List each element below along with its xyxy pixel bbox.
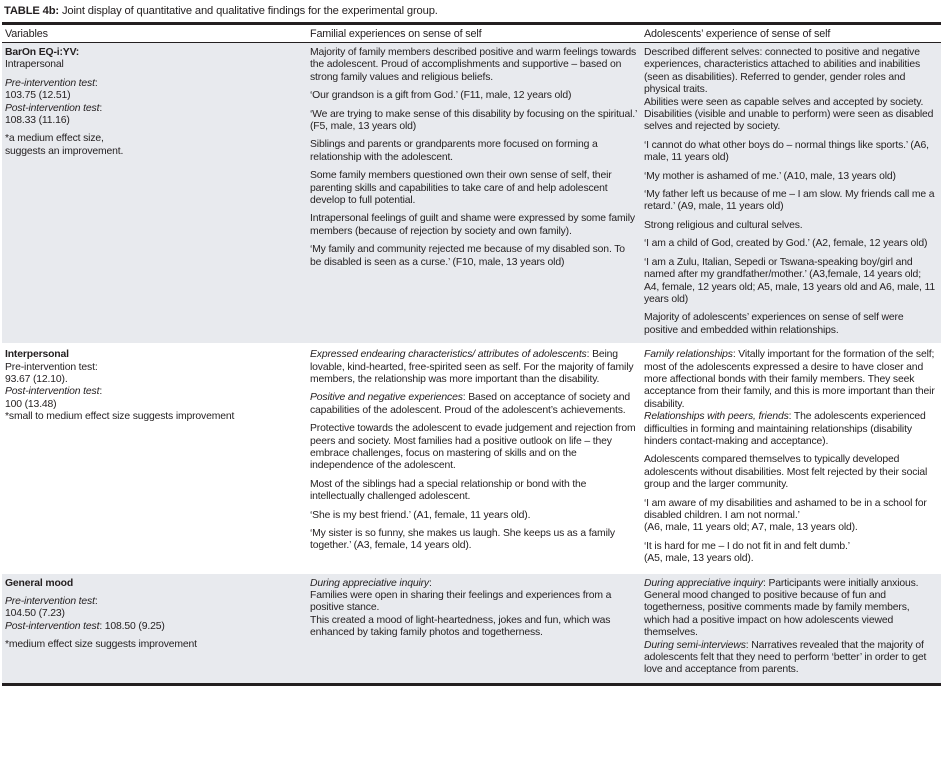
cell-text: During appreciative inquiry bbox=[310, 577, 429, 589]
cell-text: Post-intervention test bbox=[5, 386, 100, 398]
cell-text: : 108.50 (9.25) bbox=[99, 620, 165, 632]
cell-paragraph bbox=[5, 578, 304, 590]
cell-text: Families were open in sharing their feelings and experiences from a positive stance. bbox=[310, 590, 612, 614]
table-row bbox=[2, 573, 941, 685]
variables-cell bbox=[2, 573, 307, 685]
cell-text: Pre-intervention test bbox=[5, 77, 95, 89]
cell-text: During appreciative inquiry bbox=[644, 577, 763, 589]
cell-text: This created a mood of light-heartedness, jokes and fun, which was enhanced by taking family photos and togetherness. bbox=[310, 614, 611, 639]
cell-text: Expressed endearing characteristics/ attributes of adolescents bbox=[310, 349, 587, 361]
cell-paragraph bbox=[644, 454, 938, 491]
familial-cell bbox=[307, 43, 641, 345]
cell-text: suggests an improvement. bbox=[5, 145, 124, 157]
cell-text: (A5, male, 13 years old). bbox=[644, 553, 754, 565]
adolescents-cell bbox=[641, 43, 941, 345]
cell-text: Some family members questioned own their own sense of self, their parenting skills and capabilities to take care of and help adolescent develop to full potential. bbox=[310, 170, 612, 207]
cell-text: Adolescents compared themselves to typically developed adolescents without disabilities. Most felt rejected by their social group and the larger community. bbox=[644, 454, 928, 491]
cell-paragraph bbox=[310, 90, 638, 102]
cell-text: Positive and negative experiences bbox=[310, 392, 463, 404]
cell-text: BarOn EQ-i:YV: bbox=[5, 47, 80, 58]
cell-paragraph bbox=[644, 238, 938, 250]
cell-paragraph bbox=[644, 349, 938, 448]
cell-text: 103.75 (12.51) bbox=[5, 90, 71, 102]
cell-paragraph bbox=[644, 171, 938, 183]
cell-text: Interpersonal bbox=[5, 349, 69, 361]
cell-paragraph bbox=[310, 139, 638, 164]
table-row bbox=[2, 43, 941, 345]
cell-paragraph bbox=[310, 510, 638, 522]
cell-text: ‘I cannot do what other boys do – normal things like sports.’ (A6, male, 11 years old) bbox=[644, 139, 929, 164]
table-caption-text: Joint display of quantitative and qualitative findings for the experimental group. bbox=[59, 5, 438, 17]
cell-text: : bbox=[94, 77, 98, 89]
cell-text: ‘My father left us because of me – I am slow. My friends call me a retard.’ (A9, male, 11 years old) bbox=[644, 189, 935, 213]
cell-text: Relationships with peers, friends bbox=[644, 411, 789, 423]
variables-cell bbox=[2, 344, 307, 573]
cell-text: 108.33 (11.16) bbox=[5, 115, 70, 127]
cell-text: Family relationships bbox=[644, 349, 733, 361]
cell-paragraph bbox=[5, 349, 304, 423]
cell-text: ‘It is hard for me – I do not fit in and felt dumb.’ bbox=[644, 540, 850, 552]
cell-text: : bbox=[99, 102, 103, 114]
cell-text: Intrapersonal bbox=[5, 59, 64, 71]
cell-paragraph bbox=[644, 498, 938, 535]
variables-cell bbox=[2, 43, 307, 345]
cell-paragraph bbox=[310, 578, 638, 640]
cell-text: Most of the siblings had a special relationship or bond with the intellectually challenged adolescent. bbox=[310, 478, 587, 503]
cell-paragraph bbox=[310, 47, 638, 84]
cell-text: Intrapersonal feelings of guilt and shame were expressed by some family members (because of rejection by society and own family). bbox=[310, 213, 635, 237]
cell-paragraph bbox=[310, 479, 638, 504]
cell-paragraph bbox=[310, 170, 638, 207]
cell-text: *medium effect size suggests improvement bbox=[5, 639, 197, 651]
cell-paragraph bbox=[310, 349, 638, 386]
cell-text: 100 (13.48) bbox=[5, 398, 57, 410]
cell-text: General mood bbox=[5, 577, 74, 589]
cell-text: : Based on acceptance of society and capabilities of the adolescent. Proud of the adolescent’s achievements. bbox=[310, 392, 631, 416]
cell-text: Majority of family members described positive and warm feelings towards the adolescent. Proud of accomplishments and supportive – based on strong family values and religious beliefs. bbox=[310, 47, 637, 83]
cell-paragraph bbox=[644, 47, 938, 134]
cell-text: Siblings and parents or grandparents more focused on forming a relationship with the adolescent. bbox=[310, 139, 598, 163]
cell-text: During semi-interviews bbox=[644, 639, 746, 651]
cell-paragraph bbox=[5, 639, 304, 651]
cell-paragraph bbox=[644, 140, 938, 165]
findings-table bbox=[2, 22, 941, 686]
header-variables: Variables bbox=[5, 28, 48, 40]
adolescents-cell bbox=[641, 573, 941, 685]
cell-paragraph bbox=[5, 47, 304, 72]
cell-paragraph bbox=[5, 596, 304, 633]
cell-paragraph bbox=[644, 312, 938, 337]
cell-paragraph bbox=[644, 189, 938, 214]
cell-paragraph bbox=[310, 213, 638, 238]
cell-text: ‘My sister is so funny, she makes us laugh. She keeps us as a family together.’ (A3, female, 14 years old). bbox=[310, 528, 615, 552]
cell-text: ‘I am a child of God, created by God.’ (A2, female, 12 years old) bbox=[644, 238, 928, 250]
cell-text: : Vitally important for the formation of the self; most of the adolescents expressed a desire to have closer and more affectional bonds with their family members. They seek acceptance from their family, and this is more important than their disability. bbox=[644, 349, 935, 410]
cell-text: *small to medium effect size suggests improvement bbox=[5, 411, 235, 423]
table-row bbox=[2, 344, 941, 573]
cell-text: Post-intervention test bbox=[5, 620, 100, 632]
cell-paragraph bbox=[644, 220, 938, 232]
cell-text: ‘We are trying to make sense of this disability by focusing on the spiritual.’ (F5, male, 13 years old) bbox=[310, 108, 637, 133]
cell-text: ‘I am a Zulu, Italian, Sepedi or Tswana-speaking boy/girl and named after my grandfather/mother.’ (A3,female, 14 years old; A4, female, 12 years old; A5, male, 13 years old and A6, male, 11 years old) bbox=[644, 256, 935, 305]
cell-paragraph bbox=[310, 528, 638, 553]
familial-cell bbox=[307, 573, 641, 685]
cell-paragraph bbox=[310, 244, 638, 269]
cell-text: *a medium effect size, bbox=[5, 133, 104, 145]
cell-text: Pre-intervention test bbox=[5, 596, 95, 608]
cell-text: Strong religious and cultural selves. bbox=[644, 219, 803, 231]
cell-paragraph bbox=[310, 392, 638, 417]
cell-paragraph bbox=[644, 578, 938, 677]
cell-text: 93.67 (12.10). bbox=[5, 373, 68, 385]
table-caption bbox=[4, 5, 438, 17]
table-caption-label: TABLE 4b: bbox=[4, 5, 59, 17]
cell-text: : Narratives revealed that the majority of adolescents felt that they need to perform ‘better’ in order to get love and acceptance from parents. bbox=[644, 639, 927, 676]
table-body bbox=[2, 43, 941, 685]
cell-text: : bbox=[99, 386, 103, 398]
cell-text: : The adolescents experienced difficulties in forming and maintaining relationships (disability hinders contact-making and acceptance). bbox=[644, 411, 926, 447]
cell-paragraph bbox=[310, 423, 638, 473]
cell-paragraph bbox=[5, 133, 304, 158]
cell-text: Pre-intervention test: bbox=[5, 361, 98, 373]
cell-text: ‘I am aware of my disabilities and ashamed to be in a school for disabled children. I am not normal.’ bbox=[644, 497, 927, 521]
cell-text: 104.50 (7.23) bbox=[5, 608, 65, 620]
cell-paragraph bbox=[644, 541, 938, 566]
cell-text: (A6, male, 11 years old; A7, male, 13 years old). bbox=[644, 522, 858, 534]
cell-paragraph bbox=[5, 78, 304, 128]
cell-text: Majority of adolescents’ experiences on sense of self were positive and embedded within relationships. bbox=[644, 312, 904, 336]
adolescents-cell bbox=[641, 344, 941, 573]
header-familial: Familial experiences on sense of self bbox=[310, 28, 482, 40]
cell-text: ‘She is my best friend.’ (A1, female, 11 years old). bbox=[310, 509, 531, 521]
cell-text: : Being lovable, kind-hearted, free-spirited seen as self. For the majority of family members, the relationship was more important than the disability. bbox=[310, 349, 634, 385]
cell-text: Described different selves: connected to positive and negative experiences, characteristics attached to abilities and inabilities (seen as disabilities). Referred to gender, gender roles and physical traits. bbox=[644, 47, 920, 96]
cell-text: ‘Our grandson is a gift from God.’ (F11, male, 12 years old) bbox=[310, 90, 572, 102]
cell-text: Protective towards the adolescent to evade judgement and rejection from peers and society. Most families had a positive outlook on life – they embrace challenges, focus on mastering of skills and on the independence of the adolescent. bbox=[310, 423, 636, 472]
cell-text: : bbox=[428, 577, 432, 589]
cell-text: : bbox=[94, 596, 98, 608]
cell-paragraph bbox=[644, 257, 938, 307]
cell-text: ‘My family and community rejected me because of my disabled son. To be disabled is seen as a curse.’ (F10, male, 13 years old) bbox=[310, 244, 625, 268]
cell-text: ‘My mother is ashamed of me.’ (A10, male, 13 years old) bbox=[644, 170, 896, 182]
cell-text: : Participants were initially anxious. General mood changed to positive because of fun and togetherness, positive comments made by family members, which had a positive impact on how adolescents viewed themselves. bbox=[644, 577, 919, 639]
cell-text: Abilities were seen as capable selves and accepted by society. Disabilities (visible and unable to perform) were seen as disabled selves and rejected by society. bbox=[644, 96, 934, 133]
table-header-row bbox=[2, 24, 941, 43]
header-adolescents: Adolescents’ experience of sense of self bbox=[644, 28, 831, 40]
cell-paragraph bbox=[310, 109, 638, 134]
familial-cell bbox=[307, 344, 641, 573]
cell-text: Post-intervention test bbox=[5, 102, 100, 114]
